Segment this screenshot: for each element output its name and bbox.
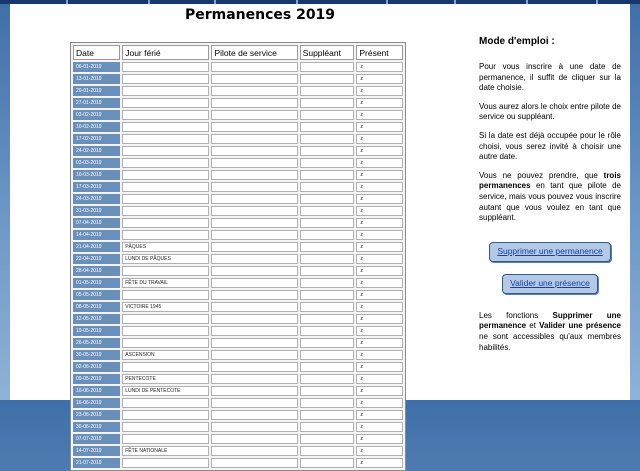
holiday-cell: VICTOIRE 1945 [122,302,209,312]
date-cell[interactable]: 20-01-2019 [73,86,120,96]
date-cell[interactable]: 14-07-2019 [73,446,120,456]
pilot-cell[interactable] [211,290,297,300]
holiday-cell: LUNDI DE PÂQUES [122,254,209,264]
header-substitute: Suppléant [300,45,355,60]
holiday-cell [122,458,209,468]
substitute-cell[interactable] [300,170,355,180]
date-cell[interactable]: 02-06-2019 [73,362,120,372]
pilot-cell[interactable] [211,62,297,72]
pilot-cell[interactable] [211,158,297,168]
substitute-cell[interactable] [300,230,355,240]
pilot-cell[interactable] [211,458,297,468]
date-cell[interactable]: 21-07-2019 [73,458,120,468]
date-cell[interactable]: 07-04-2019 [73,218,120,228]
present-cell: z [356,242,403,252]
present-cell: z [356,230,403,240]
pilot-cell[interactable] [211,230,297,240]
pilot-cell[interactable] [211,350,297,360]
holiday-cell: FÊTE NATIONALE [122,446,209,456]
substitute-cell[interactable] [300,446,355,456]
pilot-cell[interactable] [211,314,297,324]
date-cell[interactable]: 03-02-2019 [73,110,120,120]
pilot-cell[interactable] [211,338,297,348]
substitute-cell[interactable] [300,110,355,120]
date-cell[interactable]: 08-05-2019 [73,302,120,312]
substitute-cell[interactable] [300,410,355,420]
holiday-cell [122,314,209,324]
note-text-1: Les fonctions [479,310,553,320]
substitute-cell[interactable] [300,362,355,372]
present-cell: z [356,278,403,288]
present-cell: z [356,182,403,192]
note-bold-1: Supprimer une permanence [479,310,621,331]
pilot-cell[interactable] [211,182,297,192]
date-cell[interactable]: 07-07-2019 [73,434,120,444]
date-cell[interactable]: 26-05-2019 [73,338,120,348]
holiday-cell [122,422,209,432]
holiday-cell [122,230,209,240]
pilot-cell[interactable] [211,434,297,444]
table-row [73,350,403,360]
permanences-table-wrapper [70,42,406,471]
table-row [73,290,403,300]
instructions-p3: Si la date est déjà occupée pour le rôle choisi, vous serez invité à choisir une autre date. [479,130,621,162]
present-cell: z [356,314,403,324]
substitute-cell[interactable] [300,134,355,144]
holiday-cell [122,218,209,228]
present-cell: z [356,254,403,264]
holiday-cell: ASCENSION [122,350,209,360]
instructions-p4-text: Vous ne pouvez prendre, que [479,170,604,180]
instructions-p2: Vous aurez alors le choix entre pilote de service ou suppléant. [479,101,621,122]
present-cell: z [356,338,403,348]
note-bold-2: Valider une présence [539,321,621,331]
present-cell: z [356,326,403,336]
instructions-heading: Mode d'emploi : [479,36,555,47]
holiday-cell [122,170,209,180]
note-text-2: et [526,321,540,331]
pilot-cell[interactable] [211,446,297,456]
holiday-cell [122,146,209,156]
present-cell: z [356,398,403,408]
substitute-cell[interactable] [300,62,355,72]
substitute-cell[interactable] [300,98,355,108]
holiday-cell [122,182,209,192]
date-cell[interactable]: 30-06-2019 [73,422,120,432]
present-cell: z [356,206,403,216]
present-cell: z [356,110,403,120]
holiday-cell [122,98,209,108]
instructions-panel [479,36,621,353]
date-cell[interactable]: 06-01-2019 [73,62,120,72]
substitute-cell[interactable] [300,422,355,432]
date-cell[interactable]: 27-01-2019 [73,98,120,108]
holiday-cell [122,110,209,120]
date-cell[interactable]: 23-06-2019 [73,410,120,420]
date-cell[interactable]: 12-05-2019 [73,314,120,324]
date-cell[interactable]: 16-06-2019 [73,398,120,408]
substitute-cell[interactable] [300,74,355,84]
present-cell: z [356,410,403,420]
page-title: Permanences 2019 [184,7,336,23]
present-cell: z [356,290,403,300]
pilot-cell[interactable] [211,410,297,420]
table-row [73,206,403,216]
pilot-cell[interactable] [211,218,297,228]
holiday-cell: PÂQUES [122,242,209,252]
date-cell[interactable]: 09-05-2019 [73,374,120,384]
pilot-cell[interactable] [211,326,297,336]
holiday-cell [122,134,209,144]
substitute-cell[interactable] [300,374,355,384]
table-row [73,242,403,252]
table-row [73,134,403,144]
validate-presence-button[interactable]: Valider une présence [502,274,598,294]
substitute-cell[interactable] [300,158,355,168]
table-row [73,230,403,240]
table-row [73,98,403,108]
pilot-cell[interactable] [211,374,297,384]
pilot-cell[interactable] [211,302,297,312]
content-panel [10,4,630,466]
restriction-note [479,311,621,353]
substitute-cell[interactable] [300,182,355,192]
substitute-cell[interactable] [300,122,355,132]
substitute-cell[interactable] [300,254,355,264]
table-row [73,182,403,192]
header-present: Présent [356,45,403,60]
permanences-table [70,42,406,471]
pilot-cell[interactable] [211,86,297,96]
note-text-3: ne sont accessibles qu'aux membres habilités. [479,331,621,352]
table-row [73,194,403,204]
present-cell: z [356,386,403,396]
substitute-cell[interactable] [300,458,355,468]
table-row [73,266,403,276]
pilot-cell[interactable] [211,146,297,156]
present-cell: z [356,362,403,372]
date-cell[interactable]: 01-05-2019 [73,278,120,288]
present-cell: z [356,218,403,228]
table-row [73,122,403,132]
date-cell[interactable]: 22-04-2019 [73,254,120,264]
present-cell: z [356,170,403,180]
table-row [73,110,403,120]
present-cell: z [356,74,403,84]
date-cell[interactable]: 28-04-2019 [73,266,120,276]
instructions-p4 [479,171,621,224]
table-row [73,278,403,288]
substitute-cell[interactable] [300,266,355,276]
substitute-cell[interactable] [300,194,355,204]
present-cell: z [356,98,403,108]
date-cell[interactable]: 10-06-2019 [73,386,120,396]
table-row [73,62,403,72]
table-header-row [73,45,403,60]
table-row [73,434,403,444]
holiday-cell [122,158,209,168]
present-cell: z [356,146,403,156]
substitute-cell[interactable] [300,146,355,156]
substitute-cell[interactable] [300,290,355,300]
substitute-cell[interactable] [300,314,355,324]
present-cell: z [356,434,403,444]
table-row [73,218,403,228]
date-cell[interactable]: 10-02-2019 [73,122,120,132]
date-cell[interactable]: 24-03-2019 [73,194,120,204]
substitute-cell[interactable] [300,434,355,444]
header-date: Date [73,45,120,60]
substitute-cell[interactable] [300,206,355,216]
instructions-p4-text-end: en tant que pilote de service, mais vous pouvez vous inscrire autant que vous voulez en tant que suppléant. [479,181,621,223]
date-cell[interactable]: 17-03-2019 [73,182,120,192]
date-cell[interactable]: 13-01-2019 [73,74,120,84]
date-cell[interactable]: 05-05-2019 [73,290,120,300]
table-row [73,146,403,156]
pilot-cell[interactable] [211,134,297,144]
substitute-cell[interactable] [300,302,355,312]
delete-permanence-button[interactable]: Supprimer une permanence [489,242,611,262]
table-row [73,374,403,384]
table-row [73,326,403,336]
table-row [73,302,403,312]
present-cell: z [356,266,403,276]
table-row [73,74,403,84]
substitute-cell[interactable] [300,242,355,252]
present-cell: z [356,158,403,168]
holiday-cell: FÊTE DU TRAVAIL [122,278,209,288]
table-row [73,422,403,432]
holiday-cell [122,362,209,372]
pilot-cell[interactable] [211,386,297,396]
pilot-cell[interactable] [211,98,297,108]
table-row [73,86,403,96]
pilot-cell[interactable] [211,74,297,84]
date-cell[interactable]: 21-04-2019 [73,242,120,252]
pilot-cell[interactable] [211,206,297,216]
date-cell[interactable]: 17-02-2019 [73,134,120,144]
present-cell: z [356,446,403,456]
present-cell: z [356,62,403,72]
instructions-p4-bold: trois permanences [479,170,621,191]
holiday-cell [122,410,209,420]
present-cell: z [356,194,403,204]
pilot-cell[interactable] [211,266,297,276]
table-row [73,458,403,468]
holiday-cell [122,434,209,444]
date-cell[interactable]: 14-04-2019 [73,230,120,240]
holiday-cell [122,206,209,216]
substitute-cell[interactable] [300,350,355,360]
header-pilot: Pilote de service [211,45,297,60]
present-cell: z [356,302,403,312]
holiday-cell [122,62,209,72]
table-row [73,362,403,372]
pilot-cell[interactable] [211,122,297,132]
pilot-cell[interactable] [211,278,297,288]
pilot-cell[interactable] [211,362,297,372]
present-cell: z [356,134,403,144]
table-row [73,410,403,420]
date-cell[interactable]: 30-05-2019 [73,350,120,360]
date-cell[interactable]: 24-02-2019 [73,146,120,156]
present-cell: z [356,122,403,132]
holiday-cell [122,326,209,336]
present-cell: z [356,86,403,96]
date-cell[interactable]: 19-05-2019 [73,326,120,336]
table-row [73,386,403,396]
table-row [73,170,403,180]
pilot-cell[interactable] [211,254,297,264]
substitute-cell[interactable] [300,338,355,348]
holiday-cell [122,122,209,132]
holiday-cell [122,290,209,300]
date-cell[interactable]: 31-03-2019 [73,206,120,216]
date-cell[interactable]: 03-03-2019 [73,158,120,168]
table-row [73,254,403,264]
pilot-cell[interactable] [211,170,297,180]
holiday-cell [122,338,209,348]
date-cell[interactable]: 10-03-2019 [73,170,120,180]
header-holiday: Jour férié [122,45,209,60]
table-row [73,446,403,456]
holiday-cell [122,266,209,276]
holiday-cell [122,194,209,204]
substitute-cell[interactable] [300,386,355,396]
pilot-cell[interactable] [211,194,297,204]
substitute-cell[interactable] [300,326,355,336]
substitute-cell[interactable] [300,218,355,228]
instructions-p1: Pour vous inscrire à une date de permanence, il suffit de cliquer sur la date choisie. [479,62,621,93]
holiday-cell [122,86,209,96]
holiday-cell: LUNDI DE PENTECOTE [122,386,209,396]
holiday-cell: PENTECOTE [122,374,209,384]
table-row [73,158,403,168]
present-cell: z [356,458,403,468]
substitute-cell[interactable] [300,278,355,288]
table-row [73,338,403,348]
substitute-cell[interactable] [300,86,355,96]
present-cell: z [356,350,403,360]
pilot-cell[interactable] [211,422,297,432]
holiday-cell [122,74,209,84]
present-cell: z [356,422,403,432]
pilot-cell[interactable] [211,242,297,252]
present-cell: z [356,374,403,384]
table-row [73,314,403,324]
pilot-cell[interactable] [211,110,297,120]
